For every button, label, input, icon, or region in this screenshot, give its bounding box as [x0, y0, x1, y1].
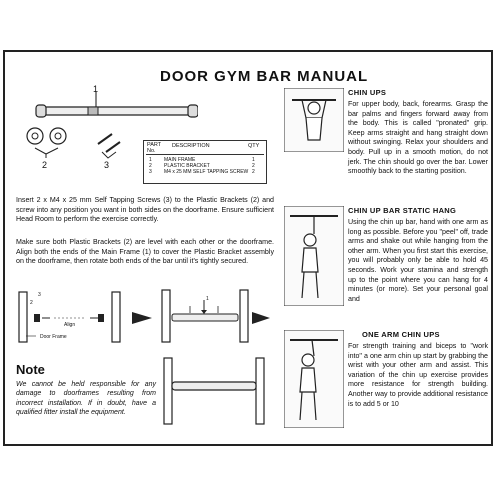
- bar-joint: [88, 107, 98, 115]
- section-text-one-arm: For strength training and biceps to "work into" a one arm chin up start by grabbing the wrist with your other arm and assist. This variation of the chin up exercise provides more resistance for strength building. Another way to provide additional resistance is to add 5 or 10: [348, 342, 488, 408]
- instruction-step-1: Insert 2 x M4 x 25 mm Self Tapping Screws (3) to the Plastic Brackets (2) and screw into any position you want in both sides on the doorframe. Ensure sufficient Head Room to perform the exercise correctly.: [16, 196, 274, 224]
- section-text-static-hang: Using the chin up bar, hand with one arm as long as possible. Before you "peel" off, trade arms and shake out while hanging from the other arm. When you first start this exercise, you will probably only be able to hold 45 seconds. Work your stamina and strength up to the point where you can hang for 4 minutes (or more). Set your personal goal and: [348, 218, 488, 303]
- section-heading-static-hang: CHIN UP BAR STATIC HANG: [348, 206, 457, 215]
- diagram-label-3: 3: [38, 292, 41, 298]
- parts-row-3-desc: M4 x 25 MM SELF TAPPING SCREW: [164, 169, 249, 175]
- section-text-chin-ups: For upper body, back, forearms. Grasp the bar palms and fingers forward away from the body. This is called "pronated" grip. Keep arms straight and hang straight down without swinging. Relax your shoulders and body. Pull up in a smooth motion, do not jerk. The chin should go over the bar. Lower smoothly back to the starting position.: [348, 100, 488, 176]
- parts-row-1-qty: 1: [252, 157, 255, 163]
- parts-row-2-desc: PLASTIC BRACKET: [164, 163, 210, 169]
- note-title: Note: [16, 362, 45, 377]
- door-frame-left: [19, 292, 27, 342]
- section-heading-one-arm: ONE ARM CHIN UPS: [362, 330, 440, 339]
- parts-row-3-qty: 2: [252, 169, 255, 175]
- door-frame-right: [112, 292, 120, 342]
- bar-end-left: [36, 105, 46, 117]
- arrow-icon-2: [252, 312, 270, 324]
- parts-row-1-desc: MAIN FRAME: [164, 157, 196, 163]
- person-head-icon: [308, 102, 320, 114]
- parts-header-no: PART No.: [147, 142, 162, 154]
- arrow-icon: [132, 312, 152, 324]
- person-head-icon-2: [304, 234, 316, 246]
- main-frame-illustration: [28, 86, 198, 126]
- diagram-label-1: 1: [206, 296, 209, 302]
- parts-row-2-no: 2: [149, 163, 152, 169]
- callout-2: 2: [42, 160, 48, 170]
- chin-ups-illustration: [284, 88, 344, 152]
- bar-installed: [172, 314, 238, 321]
- section-heading-chin-ups: CHIN UPS: [348, 88, 387, 97]
- parts-row-2-qty: 2: [252, 163, 255, 169]
- bracket-mounted-right: [98, 314, 104, 322]
- bar-tube: [42, 107, 192, 115]
- bracket-mounted-left: [34, 314, 40, 322]
- diagram-label-door-frame: Door Frame: [40, 334, 67, 340]
- parts-row-1-no: 1: [149, 157, 152, 163]
- note-text: We cannot be held responsible for any damage to doorframes resulting from incorrect installation. If in doubt, have a qualified fitter install the equipment.: [16, 381, 156, 417]
- instruction-step-2: Make sure both Plastic Brackets (2) are level with each other or the doorframe. Align both the ends of the Main Frame (1) to cover the Plastic Bracket assembly on the doorframe, then rotate both ends of the bar until it's tightly secured.: [16, 238, 274, 266]
- diagram-label-align: Align: [64, 322, 76, 328]
- page-title: DOOR GYM BAR MANUAL: [160, 68, 369, 85]
- parts-header-description: DESCRIPTION: [172, 143, 210, 149]
- brackets-screws-illustration: [20, 124, 135, 164]
- parts-row-3-no: 3: [149, 169, 152, 175]
- screw-icon: [98, 134, 120, 152]
- static-hang-illustration: [284, 206, 344, 306]
- person-head-icon-3: [302, 354, 314, 366]
- bar-final: [172, 382, 256, 390]
- parts-header-qty: QTY: [248, 143, 260, 149]
- diagram-label-2: 2: [30, 300, 33, 306]
- callout-3: 3: [104, 160, 110, 170]
- parts-table: [143, 140, 267, 184]
- one-arm-chin-up-illustration: [284, 330, 344, 428]
- callout-1: 1: [93, 84, 99, 94]
- bar-end-right: [188, 105, 198, 117]
- installed-bar-illustration: [160, 356, 270, 428]
